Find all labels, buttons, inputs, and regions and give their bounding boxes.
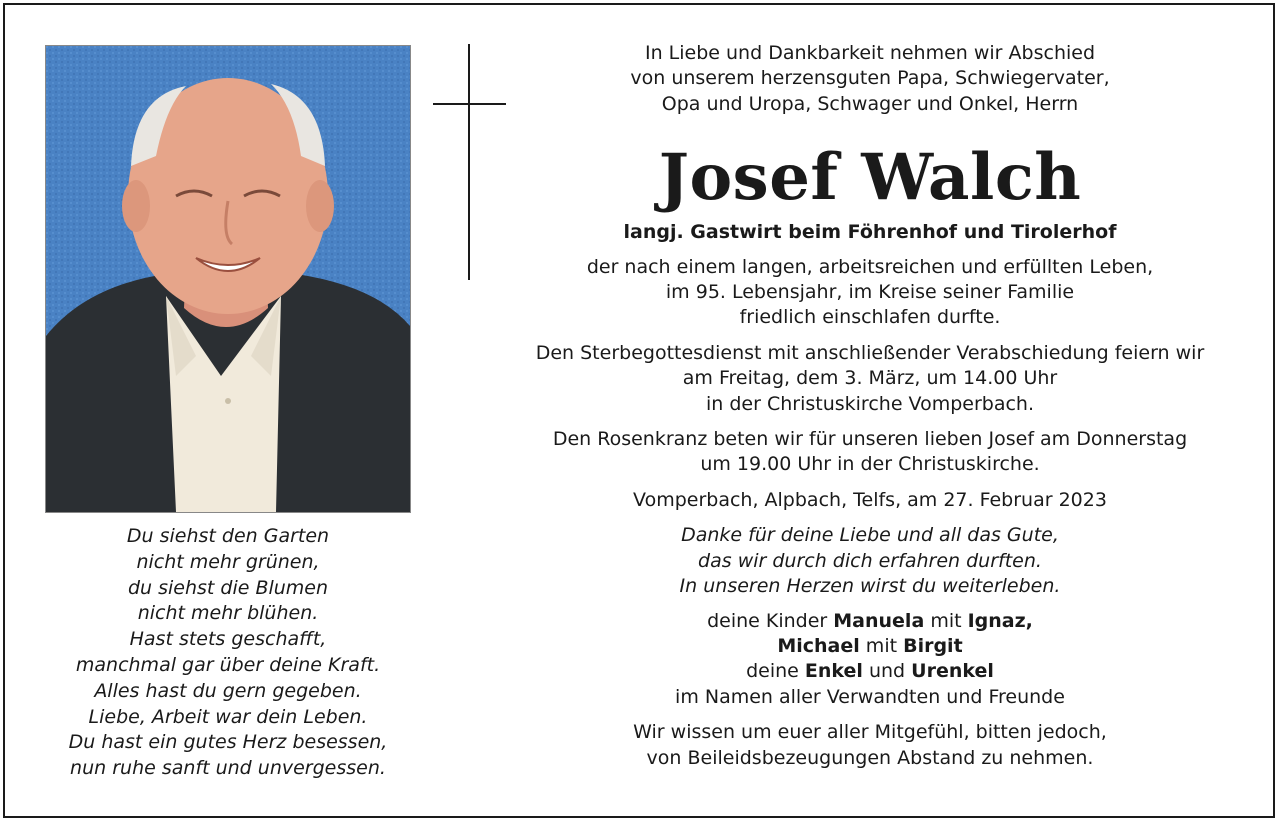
funeral-line: in der Christuskirche Vomperbach. — [706, 392, 1034, 415]
child-name: Michael — [777, 634, 860, 657]
funeral-line: Den Sterbegottesdienst mit anschließender Verabschiedung feiern wir — [535, 341, 1205, 364]
poem-line: manchmal gar über deine Kraft. — [75, 653, 381, 676]
grandchildren-label: Enkel — [804, 660, 863, 683]
mourners-text: deine — [746, 660, 805, 683]
intro-line: Opa und Uropa, Schwager und Onkel, Herrn — [661, 92, 1079, 115]
spouse-name: Ignaz, — [967, 609, 1033, 632]
mourners-text: mit — [924, 609, 968, 632]
thanks-line: In unseren Herzen wirst du weiterleben. — [679, 575, 1061, 598]
poem-line: nicht mehr blühen. — [137, 602, 319, 625]
poem-line: du siehst die Blumen — [127, 576, 329, 599]
funeral-line: am Freitag, dem 3. März, um 14.00 Uhr — [682, 367, 1058, 390]
life-line: im 95. Lebensjahr, im Kreise seiner Familie — [665, 281, 1075, 304]
mourners-line — [470, 659, 1270, 684]
place-date: Vomperbach, Alpbach, Telfs, am 27. Februar 2023 — [633, 488, 1107, 511]
thanks-line: das wir durch dich erfahren durften. — [698, 549, 1042, 572]
rosary-line: Den Rosenkranz beten wir für unseren lieben Josef am Donnerstag — [552, 428, 1188, 451]
poem-line: Liebe, Arbeit war dein Leben. — [88, 705, 368, 728]
poem-line: nun ruhe sanft und unvergessen. — [70, 757, 386, 780]
rosary-line: um 19.00 Uhr in der Christuskirche. — [700, 453, 1040, 476]
mourners-text: und — [862, 660, 912, 683]
mourners-line — [470, 634, 1270, 659]
obituary-text — [470, 41, 1270, 771]
poem-line: Du hast ein gutes Herz besessen, — [68, 731, 388, 754]
life-line: friedlich einschlafen durfte. — [739, 306, 1001, 329]
child-name: Manuela — [833, 609, 925, 632]
poem-line: nicht mehr grünen, — [136, 550, 320, 573]
portrait-photo — [45, 45, 411, 513]
intro-line: In Liebe und Dankbarkeit nehmen wir Abschied — [644, 42, 1096, 64]
intro-line: von unserem herzensguten Papa, Schwiegervater, — [630, 67, 1110, 90]
mourners-text: mit — [859, 634, 904, 657]
thanks-line: Danke für deine Liebe und all das Gute, — [681, 524, 1059, 547]
mourners-line — [470, 609, 1270, 634]
profession: langj. Gastwirt beim Föhrenhof und Tirolerhof — [623, 221, 1117, 244]
life-line: der nach einem langen, arbeitsreichen und erfüllten Leben, — [586, 255, 1154, 278]
poem-line: Du siehst den Garten — [126, 525, 330, 547]
poem-line: Alles hast du gern gegeben. — [94, 679, 362, 702]
spouse-name: Birgit — [903, 634, 963, 657]
closing-line: von Beileidsbezeugungen Abstand zu nehmen. — [646, 746, 1094, 769]
mourners-text: deine Kinder — [707, 609, 834, 632]
mourners-line: im Namen aller Verwandten und Freunde — [675, 685, 1065, 708]
deceased-name: Josef Walch — [658, 140, 1082, 216]
closing-line: Wir wissen um euer aller Mitgefühl, bitten jedoch, — [633, 721, 1107, 744]
great-grandchildren-label: Urenkel — [911, 660, 994, 683]
poem-line: Hast stets geschafft, — [129, 628, 327, 651]
poem — [28, 524, 428, 782]
